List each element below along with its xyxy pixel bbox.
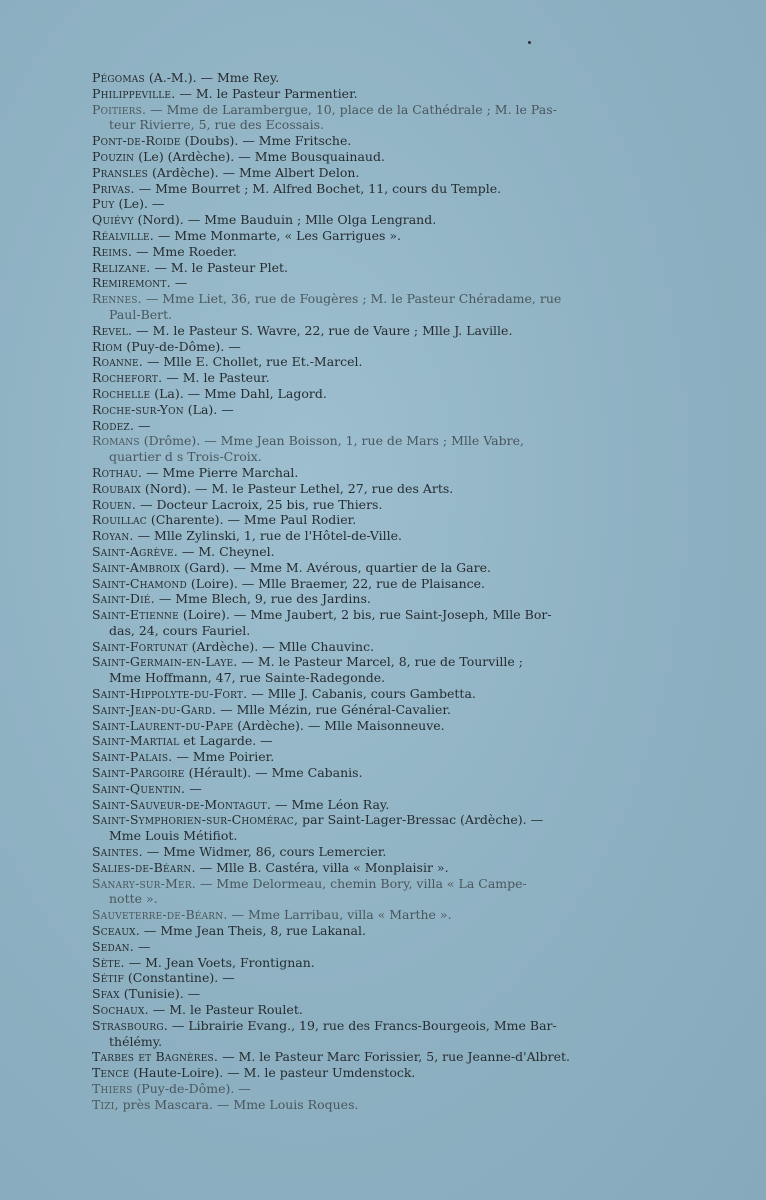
directory-entry <box>92 733 632 749</box>
entry-place: Saint-Fortunat <box>92 638 188 654</box>
entry-place: Royan. <box>92 528 134 544</box>
directory-entry <box>92 465 632 481</box>
entry-place: Saint-Germain-en-Laye. <box>92 654 238 670</box>
entry-contact: (Gard). — Mme M. Avérous, quartier de la Gare. <box>180 559 491 575</box>
directory-entry <box>92 323 632 339</box>
entry-place: Saint-Chamond <box>92 575 187 591</box>
entry-place: Rochelle <box>92 385 151 401</box>
entry-place: Roubaix <box>92 480 141 496</box>
entry-place: Roche-sur-Yon <box>92 401 184 417</box>
entry-place: Tence <box>92 1065 130 1081</box>
entry-contact: — M. le Pasteur. <box>162 370 270 386</box>
entry-place: Pransles <box>92 164 149 180</box>
entry-place: Saint-Palais. <box>92 749 173 765</box>
directory-entry <box>92 844 632 860</box>
entry-place: Poitiers. <box>92 101 147 117</box>
entry-contact: (Le). — <box>114 196 165 212</box>
directory-entry <box>92 749 632 765</box>
directory-entry <box>92 433 632 465</box>
entry-continuation: Paul-Bert. <box>109 306 173 322</box>
entry-contact: — Mlle B. Castéra, villa « Monplaisir ». <box>195 859 449 875</box>
directory-entry <box>92 418 632 434</box>
directory-entry <box>92 576 632 592</box>
directory-entry <box>92 1065 632 1081</box>
directory-entry <box>92 1081 632 1097</box>
entry-place: Privas. <box>92 180 135 196</box>
entry-place: Romans <box>92 433 140 449</box>
directory-entry <box>92 339 632 355</box>
directory-entry <box>92 149 632 165</box>
directory-entry <box>92 212 632 228</box>
entry-place: Tizi, <box>92 1096 119 1112</box>
entry-contact: — Mme de Larambergue, 10, place de la Cathédrale ; M. le Pas- <box>146 101 557 117</box>
directory-entry <box>92 654 632 686</box>
entry-contact: (Nord). — Mme Bauduin ; Mlle Olga Lengrand. <box>133 212 437 228</box>
entry-place: Pont-de-Roide <box>92 133 181 149</box>
entry-contact: (Loire). — Mme Jaubert, 2 bis, rue Saint-Joseph, Mlle Bor- <box>178 607 552 623</box>
directory-entry <box>92 876 632 908</box>
directory-entry <box>92 797 632 813</box>
entry-contact: — Mme Widmer, 86, cours Lemercier. <box>142 844 387 860</box>
entry-contact: — Mme Léon Ray. <box>271 796 390 812</box>
entry-contact: — Mme Roeder. <box>132 243 237 259</box>
entry-place: Relizane. <box>92 259 151 275</box>
entry-contact: — Mme Pierre Marchal. <box>142 464 299 480</box>
entry-place: Saintes. <box>92 844 143 860</box>
entry-place: Strasbourg. <box>92 1017 168 1033</box>
entry-contact: — M. le Pasteur Roulet. <box>148 1002 303 1018</box>
directory-entry <box>92 781 632 797</box>
entry-continuation: thélémy. <box>109 1033 163 1049</box>
entry-place: Saint-Quentin. <box>92 780 186 796</box>
entry-contact: (La). — <box>183 401 234 417</box>
directory-entry <box>92 528 632 544</box>
entry-contact: — Docteur Lacroix, 25 bis, rue Thiers. <box>136 496 383 512</box>
entry-contact: (Ardèche). — Mlle Chauvinc. <box>187 638 375 654</box>
entry-place: Sanary-sur-Mer. <box>92 875 196 891</box>
directory-entry <box>92 812 632 844</box>
directory-entry <box>92 165 632 181</box>
entry-place: Sauveterre-de-Béarn. <box>92 907 228 923</box>
entry-place: Riom <box>92 338 123 354</box>
directory-entry <box>92 386 632 402</box>
directory-entry <box>92 939 632 955</box>
entry-continuation: notte ». <box>109 891 158 907</box>
entry-place: Puy <box>92 196 115 212</box>
directory-entry <box>92 907 632 923</box>
directory-entry <box>92 70 632 86</box>
entry-continuation: Mme Louis Métifiot. <box>109 828 238 844</box>
directory-entry <box>92 275 632 291</box>
entry-place: Saint-Agrève. <box>92 543 178 559</box>
entry-contact: — M. le Pasteur Marcel, 8, rue de Tourville ; <box>237 654 523 670</box>
entry-contact: — Librairie Evang., 19, rue des Francs-Bourgeois, Mme Bar- <box>167 1017 557 1033</box>
directory-entry <box>92 86 632 102</box>
entry-contact: (Drôme). — Mme Jean Boisson, 1, rue de Mars ; Mlle Vabre, <box>139 433 524 449</box>
entry-place: Saint-Jean-du-Gard. <box>92 701 217 717</box>
entry-place: Rennes. <box>92 291 142 307</box>
entry-place: Quiévy <box>92 212 134 228</box>
entry-place: Saint-Etienne <box>92 607 179 623</box>
directory-entry <box>92 560 632 576</box>
entry-place: Roanne. <box>92 354 143 370</box>
directory-entry <box>92 481 632 497</box>
entry-place: Sedan. <box>92 938 134 954</box>
directory-entry <box>92 102 632 134</box>
entry-place: Sfax <box>92 986 120 1002</box>
entry-place: Rouillac <box>92 512 147 528</box>
entry-contact: (Loire). — Mlle Braemer, 22, rue de Plaisance. <box>186 575 486 591</box>
entry-contact: près Mascara. — Mme Louis Roques. <box>118 1096 359 1112</box>
entry-contact: (La). — Mme Dahl, Lagord. <box>150 385 327 401</box>
entry-place: Pégomas <box>92 70 145 85</box>
directory-entry <box>92 1049 632 1065</box>
entry-contact: — <box>170 275 188 291</box>
entry-contact: — Mlle Zylinski, 1, rue de l'Hôtel-de-Ville. <box>133 528 402 544</box>
entry-place: Reims. <box>92 243 133 259</box>
entry-contact: — Mlle J. Cabanis, cours Gambetta. <box>247 686 476 702</box>
directory-entry <box>92 986 632 1002</box>
entry-contact: — <box>134 417 151 433</box>
entry-place: Saint-Dié. <box>92 591 155 607</box>
entry-contact: — Mlle E. Chollet, rue Et.-Marcel. <box>142 354 363 370</box>
directory-entry <box>92 354 632 370</box>
entry-contact: — M. le Pasteur Plet. <box>150 259 288 275</box>
entry-place: Revel. <box>92 322 133 338</box>
entry-contact: — Mlle Mézin, rue Général-Cavalier. <box>216 701 451 717</box>
directory-entry <box>92 133 632 149</box>
entry-place: Réalville. <box>92 227 154 243</box>
directory-entry <box>92 370 632 386</box>
directory-entry <box>92 923 632 939</box>
entry-place: Pouzin <box>92 148 135 164</box>
entry-contact: — Mme Jean Theis, 8, rue Lakanal. <box>139 923 366 939</box>
directory-entry <box>92 196 632 212</box>
entry-contact: (Hérault). — Mme Cabanis. <box>184 765 363 781</box>
entry-place: Tarbes et Bagnères. <box>92 1049 219 1065</box>
directory-entry <box>92 497 632 513</box>
entry-contact: (Nord). — M. le Pasteur Lethel, 27, rue des Arts. <box>140 480 454 496</box>
entry-place: Sète. <box>92 954 125 970</box>
directory-entry <box>92 955 632 971</box>
entry-place: Saint-Hippolyte-du-Fort. <box>92 686 248 702</box>
directory-entry <box>92 244 632 260</box>
entry-place: Rouen. <box>92 496 136 512</box>
entry-contact: — M. le Pasteur S. Wavre, 22, rue de Vaure ; Mlle J. Laville. <box>132 322 513 338</box>
directory-entry <box>92 765 632 781</box>
directory-entry <box>92 260 632 276</box>
directory-entry <box>92 228 632 244</box>
entry-place: Remiremont. <box>92 275 171 291</box>
entry-contact: (Ardèche). — Mme Albert Delon. <box>148 164 360 180</box>
entry-contact: (Haute-Loire). — M. le pasteur Umdenstock. <box>129 1065 416 1081</box>
entry-contact: et Lagarde. — <box>179 733 273 749</box>
entry-place: Saint-Laurent-du-Pape <box>92 717 234 733</box>
entry-contact: (Doubs). — Mme Fritsche. <box>180 133 352 149</box>
address-listing <box>92 70 632 1113</box>
entry-contact: (Le) (Ardèche). — Mme Bousquainaud. <box>134 148 385 164</box>
entry-contact: — <box>185 780 202 796</box>
directory-entry <box>92 860 632 876</box>
entry-place: Salies-de-Béarn. <box>92 859 196 875</box>
ink-speck <box>528 41 531 44</box>
entry-continuation: teur Rivierre, 5, rue des Ecossais. <box>109 117 324 133</box>
entry-place: Rochefort. <box>92 370 163 386</box>
directory-entry <box>92 181 632 197</box>
entry-contact: — Mme Delormeau, chemin Bory, villa « La Campe- <box>195 875 527 891</box>
directory-entry <box>92 702 632 718</box>
entry-contact: — M. le Pasteur Parmentier. <box>175 85 358 101</box>
directory-entry <box>92 402 632 418</box>
entry-place: Saint-Pargoire <box>92 765 185 781</box>
entry-place: Thiers <box>92 1081 133 1096</box>
entry-contact: — Mme Poirier. <box>172 749 275 765</box>
entry-continuation: das, 24, cours Fauriel. <box>109 622 251 638</box>
entry-contact: — M. Cheynel. <box>177 543 275 559</box>
entry-place: Sétif <box>92 970 124 986</box>
directory-entry <box>92 607 632 639</box>
entry-place: Saint-Ambroix <box>92 559 181 575</box>
directory-entry <box>92 970 632 986</box>
directory-entry <box>92 512 632 528</box>
entry-contact: — Mme Liet, 36, rue de Fougères ; M. le Pasteur Chéradame, rue <box>141 291 562 307</box>
entry-place: Saint-Sauveur-de-Montagut. <box>92 796 272 812</box>
directory-entry <box>92 639 632 655</box>
entry-contact: (Puy-de-Dôme). — <box>122 338 241 354</box>
entry-contact: — Mme Larribau, villa « Marthe ». <box>227 907 452 923</box>
directory-entry <box>92 718 632 734</box>
entry-contact: — M. Jean Voets, Frontignan. <box>124 954 315 970</box>
entry-contact: (Tunisie). — <box>119 986 201 1002</box>
entry-contact: (Constantine). — <box>123 970 235 986</box>
entry-place: Philippeville. <box>92 85 176 101</box>
directory-entry <box>92 591 632 607</box>
entry-place: Saint-Symphorien-sur-Chomérac, <box>92 812 299 828</box>
entry-contact: (A.-M.). — Mme Rey. <box>144 70 280 85</box>
entry-contact: (Ardèche). — Mlle Maisonneuve. <box>233 717 445 733</box>
directory-entry <box>92 686 632 702</box>
directory-entry <box>92 1018 632 1050</box>
directory-entry <box>92 1002 632 1018</box>
entry-place: Sochaux. <box>92 1002 149 1018</box>
directory-entry <box>92 1097 632 1113</box>
entry-contact: — Mme Monmarte, « Les Garrigues ». <box>153 227 401 243</box>
entry-contact: (Charente). — Mme Paul Rodier. <box>146 512 357 528</box>
entry-contact: (Puy-de-Dôme). — <box>132 1081 251 1096</box>
directory-entry <box>92 544 632 560</box>
entry-place: Saint-Martial <box>92 733 180 749</box>
entry-place: Sceaux. <box>92 923 140 939</box>
entry-contact: — Mme Blech, 9, rue des Jardins. <box>154 591 371 607</box>
entry-contact: par Saint-Lager-Bressac (Ardèche). — <box>298 812 544 828</box>
entry-contact: — M. le Pasteur Marc Forissier, 5, rue Jeanne-d'Albret. <box>218 1049 570 1065</box>
directory-entry <box>92 291 632 323</box>
entry-place: Rothau. <box>92 464 143 480</box>
entry-contact: — <box>133 938 151 954</box>
entry-place: Rodez. <box>92 417 135 433</box>
entry-continuation: quartier d s Trois-Croix. <box>109 449 262 465</box>
entry-contact: — Mme Bourret ; M. Alfred Bochet, 11, cours du Temple. <box>134 180 502 196</box>
entry-continuation: Mme Hoffmann, 47, rue Sainte-Radegonde. <box>109 670 386 686</box>
